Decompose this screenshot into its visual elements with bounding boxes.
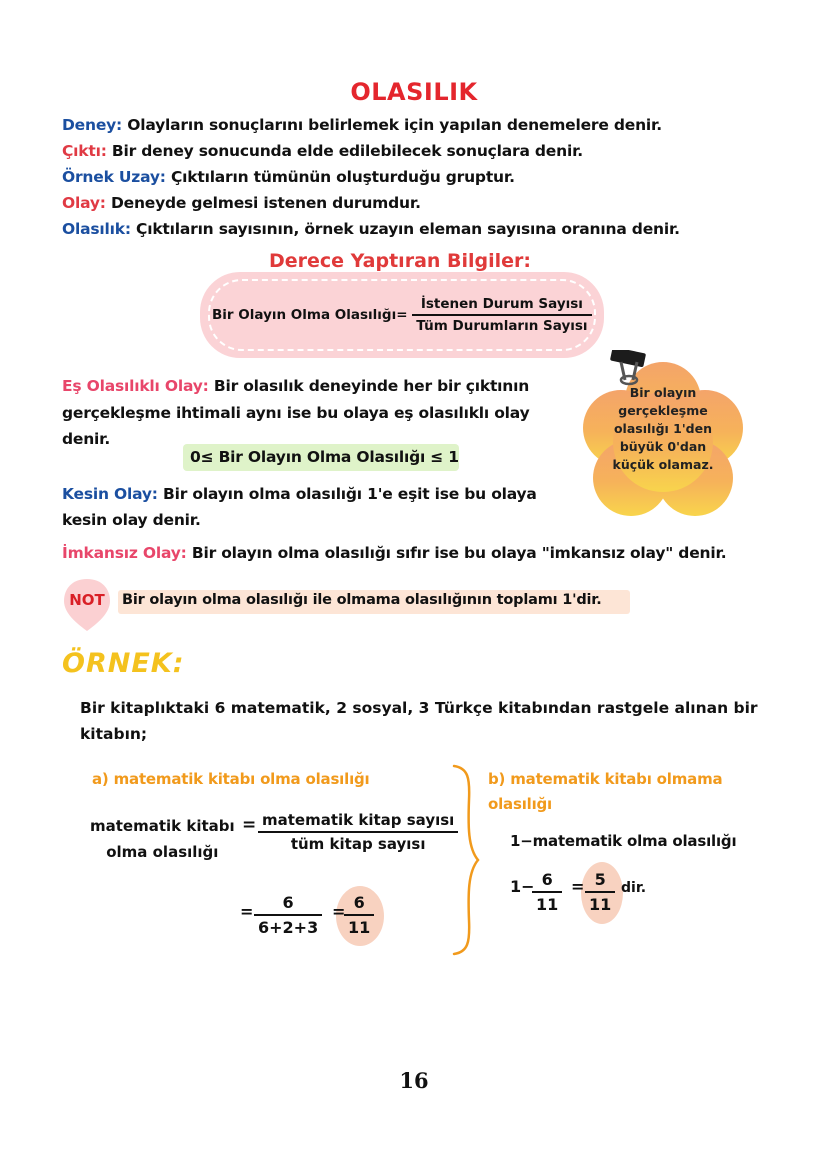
part-b-heading-line2: olasılığı: [488, 795, 553, 813]
formula-denominator: Tüm Durumların Sayısı: [416, 318, 588, 334]
part-a-lhs-line: matematik kitabı: [90, 817, 235, 835]
part-b-equals: =: [571, 877, 585, 896]
part-b-suffix: dir.: [621, 880, 647, 896]
probability-formula: [212, 296, 592, 334]
part-a-result-equals: =: [332, 902, 346, 921]
flower-note-text: [596, 384, 730, 474]
part-a-result-den: 11: [348, 918, 371, 937]
part-a-formula-fraction: [258, 811, 458, 853]
part-b-result-num: 5: [585, 870, 615, 893]
part-b-heading-line1: b) matematik kitabı olmama: [488, 770, 723, 788]
certain-event-line1: [62, 485, 537, 503]
part-a-equals: =: [242, 815, 257, 835]
definition-olay: [62, 194, 421, 212]
part-a-heading: a) matematik kitabı olma olasılığı: [92, 770, 370, 788]
certain-event-line2: kesin olay denir.: [62, 511, 201, 529]
part-a-step-equals: =: [240, 902, 254, 921]
formula-label: Bir Olayın Olma Olasılığı: [212, 307, 397, 323]
flower-note-line: küçük olamaz.: [612, 457, 714, 472]
part-b-result-den: 11: [589, 895, 612, 914]
certain-event-term: Kesin Olay:: [62, 485, 158, 503]
definition-text: Çıktıların tümünün oluşturduğu gruptur.: [170, 168, 515, 186]
part-b-fraction: [532, 870, 562, 914]
page-number: 16: [399, 1068, 429, 1093]
definition-term: Olay:: [62, 194, 106, 212]
part-b-result: [585, 870, 615, 914]
flower-note-line: olasılığı 1'den: [613, 421, 713, 436]
part-a-step-den: 6+2+3: [258, 918, 319, 937]
part-b-subtrahend-fraction: [532, 870, 562, 914]
certain-event-text: Bir olayın olma olasılığı 1'e eşit ise bu olaya: [163, 485, 537, 503]
example-heading: ÖRNEK:: [62, 648, 185, 679]
definition-olasilik: [62, 220, 680, 238]
definition-cikti: [62, 142, 583, 160]
part-a-lhs-line: olma olasılığı: [106, 843, 219, 861]
part-a-numerator: matematik kitap sayısı: [258, 811, 458, 833]
impossible-event-text: Bir olayın olma olasılığı sıfır ise bu olaya "imkansız olay" denir.: [191, 544, 727, 562]
definition-text: Çıktıların sayısının, örnek uzayın eleman sayısına oranına denir.: [136, 220, 680, 238]
formula-numerator: İstenen Durum Sayısı: [412, 296, 591, 316]
part-b-frac-num: 6: [532, 870, 562, 893]
probability-range: 0≤ Bir Olayın Olma Olasılığı ≤ 1: [190, 448, 459, 466]
equally-likely-text: Bir olasılık deneyinde her bir çıktının: [213, 377, 530, 395]
part-b-frac-den: 11: [536, 895, 559, 914]
note-badge-label: NOT: [69, 591, 105, 609]
flower-note-line: Bir olayın: [629, 385, 697, 400]
definition-text: Deneyde gelmesi istenen durumdur.: [110, 194, 421, 212]
part-a-step: [254, 893, 322, 937]
flower-note-line: gerçekleşme: [618, 403, 708, 418]
part-b-one-minus: 1−: [510, 877, 535, 896]
definition-deney: [62, 116, 662, 134]
part-a-denominator: tüm kitap sayısı: [290, 835, 426, 853]
definition-text: Bir deney sonucunda elde edilebilecek sonuçlara denir.: [111, 142, 583, 160]
part-a-result-fraction: [344, 893, 374, 937]
equally-likely-line1: [62, 377, 529, 395]
part-a-fraction: [258, 811, 458, 853]
flower-note-line: büyük 0'dan: [619, 439, 707, 454]
note-text: Bir olayın olma olasılığı ile olmama olasılığının toplamı 1'dir.: [122, 592, 602, 608]
impossible-event-term: İmkansız Olay:: [62, 544, 187, 562]
part-a-step-num: 6: [254, 893, 322, 916]
example-problem: Bir kitaplıktaki 6 matematik, 2 sosyal, 3 Türkçe kitabından rastgele alınan bir kitabın;: [80, 699, 758, 743]
part-a-result-num: 6: [344, 893, 374, 916]
equally-likely-line3: denir.: [62, 430, 111, 448]
definition-term: Örnek Uzay:: [62, 168, 166, 186]
definition-term: Olasılık:: [62, 220, 131, 238]
impossible-event: [62, 544, 726, 562]
part-b-result-fraction: [585, 870, 615, 914]
definition-text: Olayların sonuçlarını belirlemek için yapılan denemelere denir.: [127, 116, 662, 134]
formula-fraction: [412, 296, 591, 334]
definition-term: Deney:: [62, 116, 123, 134]
part-a-result: [344, 893, 374, 937]
part-a-lhs: [90, 813, 235, 865]
part-a-step-fraction: [254, 893, 322, 937]
brace-divider: [450, 764, 482, 956]
part-b-rule: 1−matematik olma olasılığı: [510, 832, 737, 850]
page-title: OLASILIK: [350, 78, 478, 106]
equally-likely-line2: gerçekleşme ihtimali aynı ise bu olaya eş olasılıklı olay: [62, 404, 530, 422]
definition-ornek-uzay: [62, 168, 515, 186]
equally-likely-term: Eş Olasılıklı Olay:: [62, 377, 209, 395]
definition-term: Çıktı:: [62, 142, 107, 160]
formula-equals: =: [396, 307, 408, 323]
tips-heading: Derece Yaptıran Bilgiler:: [268, 250, 532, 272]
